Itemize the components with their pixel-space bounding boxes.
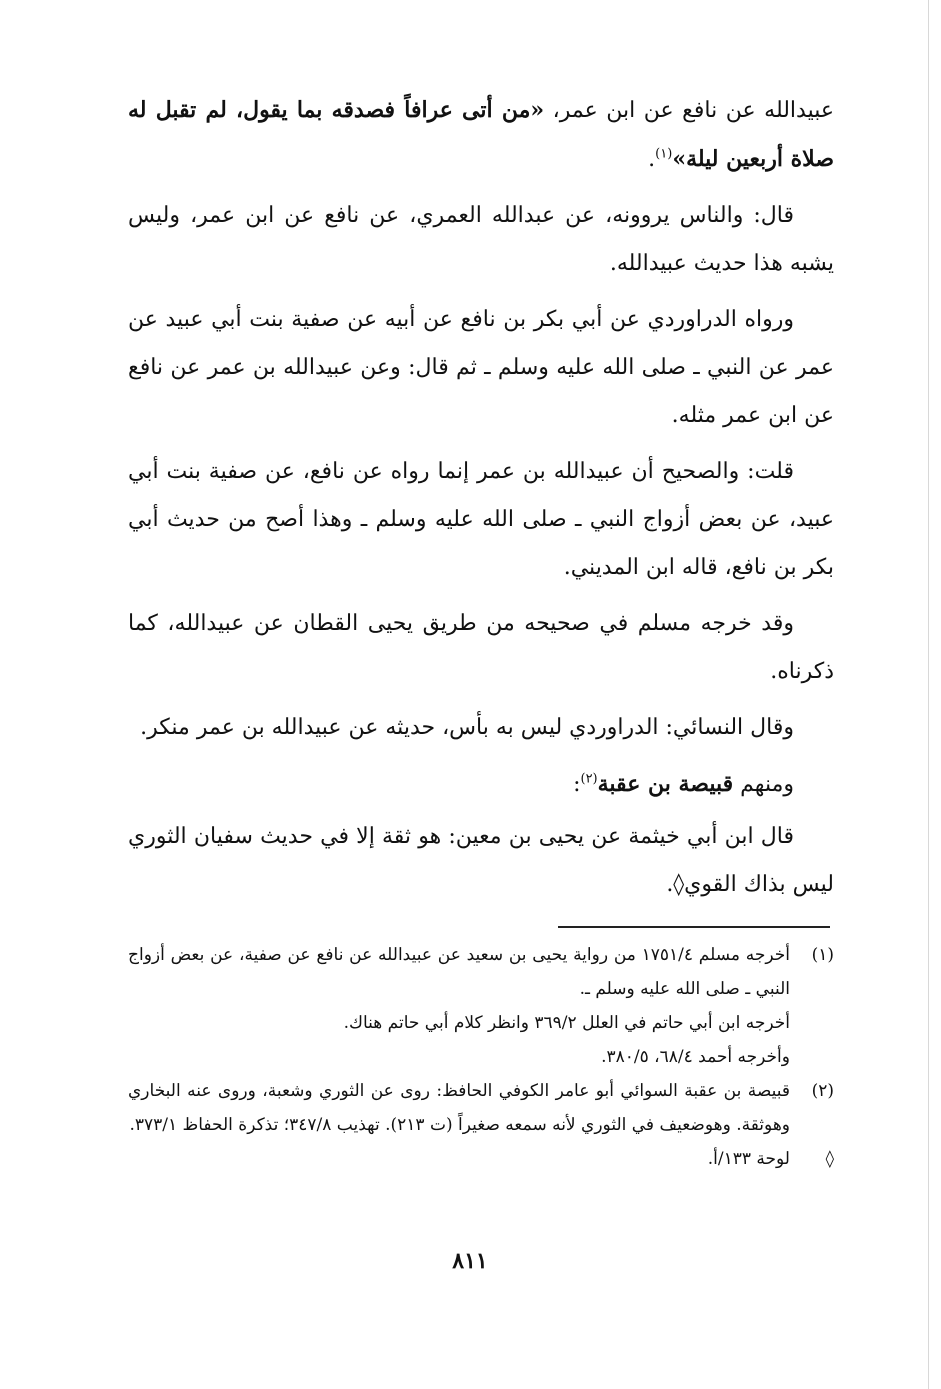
section-heading bbox=[128, 760, 834, 809]
scan-edge-line bbox=[928, 0, 929, 1389]
footnote-number: (٢) bbox=[811, 1081, 834, 1101]
footnote-line: قبيصة بن عقبة السوائي أبو عامر الكوفي الحافظ: روى عن الثوري وشعبة، وروى عنه البخاري وهوثقة. وهوضعيف في الثوري لأنه سمعه صغيراً (ت ٢١٣). تهذيب ٣٤٧/٨؛ تذكرة الحفاظ ٣٧٣/١. bbox=[128, 1081, 790, 1135]
page-number: ٨١١ bbox=[452, 1248, 488, 1274]
paragraph-6: وقال النسائي: الدراوردي ليس به بأس، حديثه عن عبيدالله بن عمر منكر. bbox=[140, 715, 794, 740]
footnote-number: ◊ bbox=[825, 1149, 834, 1169]
paragraph-4: قلت: والصحيح أن عبيدالله بن عمر إنما رواه عن نافع، عن صفية بنت أبي عبيد، عن بعض أزواج النبي ـ صلى الله عليه وسلم ـ وهذا أصح من حديث أبي بكر بن نافع، قاله ابن المديني. bbox=[128, 459, 834, 580]
heading-colon: : bbox=[573, 772, 581, 797]
heading-name: قبيصة بن عقبة bbox=[597, 771, 734, 797]
footnote-ref-2[interactable]: (٢) bbox=[580, 771, 598, 787]
footnote-1 bbox=[128, 938, 834, 1074]
footnote-line: لوحة ١٣٣/أ. bbox=[707, 1149, 790, 1169]
hadith-quote: «من أتى عرافاً فصدقه بما يقول، لم تقبل له صلاة أربعين ليلة» bbox=[128, 97, 834, 172]
footnote-body bbox=[128, 1074, 790, 1142]
footnote-line: أخرجه مسلم ١٧٥١/٤ من رواية يحيى بن سعيد عن عبيدالله عن نافع عن صفية، عن بعض أزواج النبي ـ صلى الله عليه وسلم ـ. bbox=[128, 945, 791, 999]
footnote-separator bbox=[558, 926, 830, 928]
footnote-number: (١) bbox=[811, 945, 834, 965]
paragraph-7: قال ابن أبي خيثمة عن يحيى بن معين: هو ثقة إلا في حديث سفيان الثوري ليس بذاك القوي◊. bbox=[128, 824, 834, 897]
main-text bbox=[128, 86, 834, 917]
footnote-line: وأخرجه أحمد ٦٨/٤، ٣٨٠/٥. bbox=[601, 1047, 790, 1067]
paragraph-5: وقد خرجه مسلم في صحيحه من طريق يحيى القطان عن عبيدالله، كما ذكرناه. bbox=[128, 611, 834, 684]
footnote-ref-1[interactable]: (١) bbox=[655, 146, 673, 162]
footnote-line: أخرجه ابن أبي حاتم في العلل ٣٦٩/٢ وانظر كلام أبي حاتم هناك. bbox=[343, 1013, 790, 1033]
paragraph-3: ورواه الدراوردي عن أبي بكر بن نافع عن أبيه عن صفية بنت أبي عبيد عن عمر عن النبي ـ صلى الله عليه وسلم ـ ثم قال: وعن عبيدالله بن عمر عن نافع عن ابن عمر مثله. bbox=[128, 307, 834, 428]
paragraph-1-text: عبيدالله عن نافع عن ابن عمر، bbox=[544, 98, 834, 123]
paragraph-2: قال: والناس يروونه، عن عبدالله العمري، عن نافع عن ابن عمر، وليس يشبه هذا حديث عبيدالله. bbox=[128, 203, 834, 276]
footnote-3 bbox=[128, 1142, 834, 1176]
footnote-2 bbox=[128, 1074, 834, 1142]
footnote-body bbox=[128, 1142, 790, 1176]
heading-prefix: ومنهم bbox=[733, 772, 794, 797]
paragraph-1 bbox=[128, 86, 834, 184]
footnote-body bbox=[128, 938, 790, 1074]
footnotes bbox=[128, 938, 834, 1176]
paragraph-1-end: . bbox=[648, 147, 656, 172]
